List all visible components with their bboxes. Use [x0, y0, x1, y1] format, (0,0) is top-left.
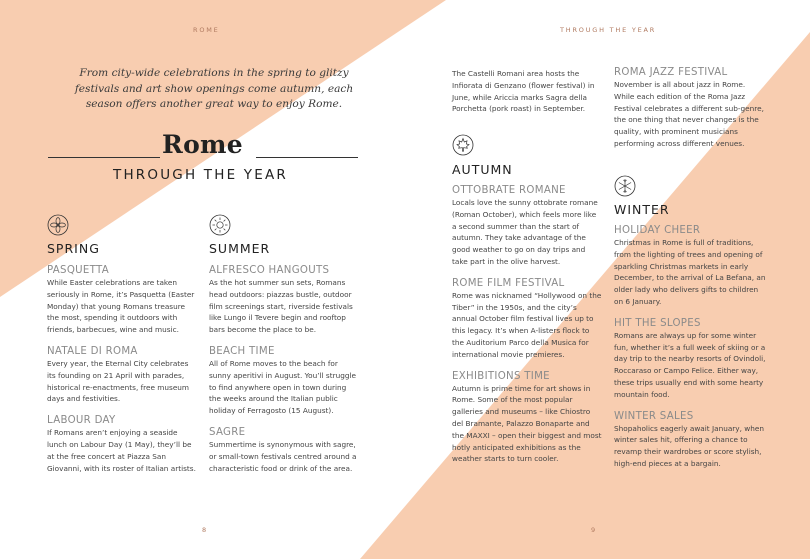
- entry-body: Rome was nicknamed “Hollywood on the Tiber” in the 1950s, and the city’s annual October film festival lives up to this legacy. It’s when A-listers flock to the Auditorium Parco della Musica for international movie premieres.: [452, 290, 602, 359]
- entry-body: Summertime is synonymous with sagre, or small-town festivals centred around a characteristic food or drink of the area.: [209, 439, 357, 473]
- spring-column: [47, 264, 199, 483]
- entry-body: November is all about jazz in Rome. While each edition of the Roma Jazz Festival celebrates a different sub-genre, the one thing that never changes is the quality, with prominent musicians performing across different venues.: [614, 80, 764, 148]
- entry-body: Every year, the Eternal City celebrates its founding on 21 April with parades, historical re-enactments, free museum days and festivities.: [47, 358, 190, 404]
- page-number-left: 8: [202, 526, 207, 534]
- summer-continued: [452, 68, 602, 124]
- running-head-left: ROME: [193, 26, 220, 34]
- entry: [209, 264, 359, 336]
- season-heading-winter: WINTER: [614, 202, 670, 217]
- autumn-continued: [614, 66, 766, 159]
- entry: [614, 317, 766, 401]
- entry-body: Locals love the sunny ottobrate romane (Roman October), which feels more like a second summer than the start of autumn. They take advantage of the good weather to go on day trips and take part in the olive harvest.: [452, 198, 598, 266]
- entry-title: HIT THE SLOPES: [614, 317, 701, 329]
- entry: [452, 184, 602, 268]
- entry: [209, 345, 359, 417]
- summer-column: [209, 264, 359, 483]
- entry: [614, 410, 766, 470]
- snowflake-icon: [614, 175, 636, 197]
- entry-title: LABOUR DAY: [47, 415, 116, 427]
- page-title: Rome: [162, 130, 244, 159]
- entry-body: If Romans aren’t enjoying a seaside lunch on Labour Day (1 May), they’ll be at the free concert at Piazza San Giovanni, with its roster of Italian artists.: [47, 428, 196, 473]
- entry: [452, 277, 602, 361]
- entry-body: Shopaholics eagerly await January, when winter sales hit, offering a chance to revamp their wardrobes or score stylish, high-end pieces at a bargain.: [614, 423, 764, 468]
- running-head-right: THROUGH THE YEAR: [560, 26, 657, 34]
- entry-body: As the hot summer sun sets, Romans head outdoors: piazzas bustle, outdoor film screenings start, riverside festivals like Lungo il Tevere begin and rooftop bars become the place to be.: [209, 278, 353, 335]
- intro-text: From city-wide celebrations in the spring to glitzy festivals and art show openings come autumn, each season offers another great way to enjoy Rome.: [74, 67, 354, 110]
- entry-body: All of Rome moves to the beach for sunny aperitivi in August. You’ll struggle to find anywhere open in town during the weeks around the Italian public holiday of Ferragosto (15 August).: [209, 358, 356, 416]
- entry: [47, 345, 199, 405]
- entry-title: ALFRESCO HANGOUTS: [209, 265, 330, 276]
- maple-leaf-icon: [452, 134, 474, 156]
- entry-title: SAGRE: [209, 426, 246, 438]
- entry-title: WINTER SALES: [614, 410, 694, 422]
- season-heading-autumn: AUTUMN: [452, 162, 513, 177]
- entry-body: Christmas in Rome is full of traditions, from the lighting of trees and opening of sparkling Christmas markets in early December, to the arrival of La Befana, an older lady who delivers gifts to children on 6 January.: [614, 238, 766, 306]
- flower-icon: [47, 214, 69, 236]
- entry-title: HOLIDAY CHEER: [614, 225, 701, 236]
- entry-title: ROME FILM FESTIVAL: [452, 277, 565, 289]
- entry-body: The Castelli Romani area hosts the Infiorata di Genzano (flower festival) in June, while Ariccia marks Sagra della Porchetta (pork roast) in September.: [452, 69, 595, 114]
- season-heading-summer: SUMMER: [209, 241, 271, 256]
- title-rule-right: [256, 157, 358, 158]
- title-rule-left: [48, 157, 160, 158]
- page-subtitle: THROUGH THE YEAR: [113, 167, 288, 183]
- sun-icon: [209, 214, 231, 236]
- entry: [47, 264, 199, 336]
- entry-title: ROMA JAZZ FESTIVAL: [614, 67, 728, 78]
- entry-body: Romans are always up for some winter fun, whether it’s a full week of skiing or a day trip to the nearby resorts of Ovindoli, Roccaraso or Campo Felice. Either way, these trips usually end with some hearty mountain food.: [614, 330, 766, 399]
- entry-title: BEACH TIME: [209, 345, 275, 357]
- autumn-column: [452, 184, 602, 474]
- season-heading-spring: SPRING: [47, 241, 100, 256]
- entry: [452, 370, 602, 466]
- entry-body: Autumn is prime time for art shows in Rome. Some of the most popular galleries and museums – like Chiostro del Bramante, Palazzo Bonaparte and the MAXXI – open their biggest and most hotly anticipated exhibitions as the weather starts to turn cooler.: [452, 383, 602, 464]
- entry: [209, 426, 359, 474]
- entry: [614, 224, 766, 308]
- entry-title: EXHIBITIONS TIME: [452, 370, 550, 382]
- page-number-right: 9: [591, 526, 596, 534]
- entry-title: OTTOBRATE ROMANE: [452, 185, 566, 196]
- entry: [47, 414, 199, 474]
- entry: [614, 66, 766, 150]
- entry-title: PASQUETTA: [47, 265, 109, 276]
- winter-column: [614, 224, 766, 479]
- entry-title: NATALE DI ROMA: [47, 345, 138, 357]
- entry-body: While Easter celebrations are taken seriously in Rome, it’s Pasquetta (Easter Monday) that young Romans treasure the most, spending it outdoors with friends, barbecues, wine and music.: [47, 278, 195, 335]
